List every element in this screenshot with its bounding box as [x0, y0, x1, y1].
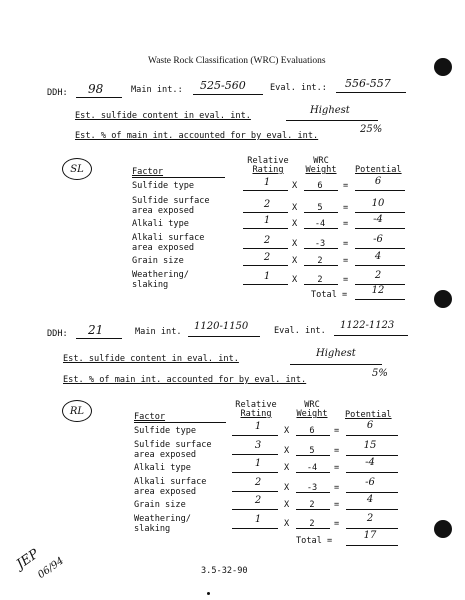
weight-underline — [304, 265, 338, 266]
times-sign: X — [284, 483, 290, 493]
rating-value: 1 — [263, 215, 271, 226]
factor-label-line-1: Sulfide surface — [132, 196, 210, 206]
potential-underline — [355, 228, 405, 229]
times-sign: X — [284, 463, 290, 473]
weight-value: -4 — [306, 463, 318, 473]
ddh-value: 98 — [88, 82, 104, 96]
factor-label-line-1: Weathering/ — [134, 514, 191, 524]
potential-value: 4 — [374, 251, 382, 262]
potential-underline — [346, 472, 398, 473]
weight-underline — [296, 472, 330, 473]
ddh-value: 21 — [88, 323, 104, 337]
wrc-header-line-1: WRC — [313, 156, 329, 166]
potential-underline — [346, 528, 398, 529]
page-number: 3.5-32-90 — [201, 566, 248, 576]
times-sign: X — [292, 181, 298, 191]
potential-value: 10 — [371, 198, 385, 209]
weight-underline — [296, 509, 330, 510]
rating-underline — [232, 435, 278, 436]
rating-underline — [232, 472, 278, 473]
factor-label: Grain size — [132, 256, 184, 266]
punch-hole-middle — [434, 290, 452, 308]
ddh-underline — [76, 338, 122, 339]
ddh-underline — [76, 97, 122, 98]
class-code-circle: RL — [62, 400, 92, 422]
weight-value: 5 — [309, 446, 315, 456]
factor-label-line-1: Weathering/ — [132, 270, 189, 280]
weight-value: -3 — [314, 239, 326, 249]
equals-sign: = — [343, 203, 349, 213]
factor-label: Grain size — [134, 500, 186, 510]
relative-header-line-1: Relative — [235, 400, 277, 410]
rating-underline — [243, 248, 288, 249]
main-int-pct-label: Est. % of main int. accounted for by eval. int. — [75, 131, 319, 141]
equals-sign: = — [343, 219, 349, 229]
factor-label-line-2: area exposed — [134, 450, 197, 460]
factor-header-underline — [134, 422, 226, 423]
eval-int-label: Eval. int. — [274, 326, 326, 336]
times-sign: X — [284, 446, 290, 456]
factor-label-line-1: Sulfide surface — [134, 440, 212, 450]
factor-header: Factor — [134, 412, 166, 422]
rating-value: 1 — [254, 458, 262, 469]
potential-value: 6 — [374, 176, 382, 187]
eval-int-underline — [334, 335, 408, 336]
potential-value: 2 — [366, 513, 374, 524]
main-int-pct-value: 5% — [372, 368, 388, 379]
ddh-label: DDH: — [47, 329, 68, 339]
rating-underline — [243, 265, 288, 266]
weight-header-line-2: Weight — [296, 409, 328, 419]
potential-underline — [346, 509, 398, 510]
rating-header-line-2: Rating — [240, 409, 272, 419]
potential-value: -6 — [373, 234, 383, 245]
weight-underline — [304, 228, 338, 229]
potential-value: -6 — [365, 477, 375, 488]
main-int-pct-value: 25% — [360, 124, 383, 135]
rating-header-line-2: Rating — [252, 165, 284, 175]
rating-value: 2 — [254, 495, 262, 506]
weight-header-line-2: Weight — [305, 165, 337, 175]
punch-hole-bottom — [434, 520, 452, 538]
potential-header: Potential — [345, 410, 392, 420]
factor-label-line-1: Alkali surface — [134, 477, 207, 487]
factor-label — [134, 477, 206, 497]
times-sign: X — [292, 239, 298, 249]
weight-value: 6 — [317, 181, 323, 191]
equals-sign: = — [334, 426, 340, 436]
equals-sign: = — [334, 446, 340, 456]
weight-underline — [296, 455, 330, 456]
total-underline — [346, 545, 398, 546]
total-label: Total = — [296, 536, 333, 546]
potential-value: 15 — [363, 440, 377, 451]
document-title: Waste Rock Classification (WRC) Evaluations — [148, 56, 326, 66]
relative-header-line-1: Relative — [247, 156, 289, 166]
weight-value: 5 — [317, 203, 323, 213]
main-int-label: Main int. — [135, 327, 182, 337]
factor-label-line-2: slaking — [132, 280, 169, 290]
times-sign: X — [292, 203, 298, 213]
rating-value: 1 — [263, 271, 271, 282]
times-sign: X — [284, 519, 290, 529]
class-code-circle: SL — [62, 158, 92, 180]
potential-underline — [346, 435, 398, 436]
weight-underline — [304, 284, 338, 285]
potential-underline — [346, 455, 398, 456]
signature-initials: JEP — [14, 546, 42, 573]
eval-int-label: Eval. int.: — [270, 83, 327, 93]
main-int-pct-label: Est. % of main int. accounted for by eval. int. — [63, 375, 307, 385]
weight-underline — [296, 435, 330, 436]
rating-underline — [243, 212, 288, 213]
factor-header-underline — [132, 177, 225, 178]
potential-underline — [355, 190, 405, 191]
times-sign: X — [284, 426, 290, 436]
rating-underline — [232, 528, 278, 529]
rating-value: 2 — [263, 199, 271, 210]
signature-date: 06/94 — [36, 555, 66, 582]
factor-label: Alkali type — [132, 219, 189, 229]
factor-label — [134, 440, 212, 460]
weight-value: 2 — [309, 519, 315, 529]
rating-value: 2 — [254, 477, 262, 488]
total-underline — [355, 299, 405, 300]
rating-underline — [243, 284, 288, 285]
potential-value: 2 — [374, 270, 382, 281]
weight-value: 2 — [317, 275, 323, 285]
sulfide-content-value: Highest — [316, 348, 356, 359]
weight-underline — [304, 248, 338, 249]
wrc-weight-header — [297, 157, 345, 175]
rating-underline — [232, 491, 278, 492]
rating-value: 3 — [254, 440, 262, 451]
relative-rating-header — [238, 157, 298, 175]
sulfide-content-label: Est. sulfide content in eval. int. — [63, 354, 239, 364]
factor-label: Alkali type — [134, 463, 191, 473]
potential-header: Potential — [355, 165, 402, 175]
potential-value: -4 — [373, 214, 383, 225]
main-int-underline — [193, 94, 263, 95]
eval-int-underline — [336, 92, 406, 93]
potential-underline — [355, 248, 405, 249]
weight-value: -4 — [314, 219, 326, 229]
equals-sign: = — [334, 463, 340, 473]
rating-underline — [243, 190, 288, 191]
relative-rating-header — [226, 401, 286, 419]
equals-sign: = — [343, 275, 349, 285]
rating-value: 2 — [263, 252, 271, 263]
potential-value: 6 — [366, 420, 374, 431]
rating-value: 1 — [263, 177, 271, 188]
factor-label — [132, 196, 210, 216]
rating-value: 2 — [263, 235, 271, 246]
eval-int-value: 556-557 — [345, 77, 391, 90]
equals-sign: = — [334, 483, 340, 493]
sulfide-content-underline — [286, 120, 378, 121]
eval-int-value: 1122-1123 — [340, 320, 395, 331]
rating-underline — [232, 454, 278, 455]
wrc-weight-header — [288, 401, 336, 419]
equals-sign: = — [334, 500, 340, 510]
factor-label-line-1: Alkali surface — [132, 233, 205, 243]
factor-label: Sulfide type — [132, 181, 195, 191]
weight-value: 2 — [309, 500, 315, 510]
potential-value: 4 — [366, 494, 374, 505]
main-int-label: Main int.: — [131, 85, 183, 95]
equals-sign: = — [334, 519, 340, 529]
factor-label — [132, 270, 189, 290]
equals-sign: = — [343, 181, 349, 191]
wrc-header-line-1: WRC — [304, 400, 320, 410]
total-label: Total = — [311, 290, 348, 300]
total-value: 12 — [371, 285, 385, 296]
times-sign: X — [292, 219, 298, 229]
main-int-value: 1120-1150 — [194, 321, 249, 332]
sulfide-content-label: Est. sulfide content in eval. int. — [75, 111, 251, 121]
footer-mark — [207, 592, 210, 595]
total-value: 17 — [363, 530, 377, 541]
weight-value: -3 — [306, 483, 318, 493]
weight-value: 6 — [309, 426, 315, 436]
rating-value: 1 — [254, 421, 262, 432]
potential-underline — [355, 212, 405, 213]
equals-sign: = — [343, 239, 349, 249]
main-int-value: 525-560 — [200, 79, 246, 92]
factor-label-line-2: area exposed — [132, 243, 195, 253]
punch-hole-top — [434, 58, 452, 76]
ddh-label: DDH: — [47, 88, 68, 98]
rating-underline — [232, 509, 278, 510]
factor-label — [132, 233, 204, 253]
sulfide-content-underline — [290, 364, 382, 365]
main-int-underline — [188, 336, 260, 337]
factor-label — [134, 514, 191, 534]
rating-value: 1 — [254, 514, 262, 525]
rating-underline — [243, 228, 288, 229]
weight-underline — [304, 212, 338, 213]
factor-label: Sulfide type — [134, 426, 197, 436]
potential-value: -4 — [365, 457, 375, 468]
factor-label-line-2: area exposed — [132, 206, 195, 216]
potential-underline — [346, 492, 398, 493]
factor-label-line-2: area exposed — [134, 487, 197, 497]
factor-label-line-2: slaking — [134, 524, 171, 534]
times-sign: X — [292, 256, 298, 266]
weight-underline — [296, 492, 330, 493]
weight-underline — [304, 190, 338, 191]
factor-header: Factor — [132, 167, 164, 177]
weight-underline — [296, 528, 330, 529]
equals-sign: = — [343, 256, 349, 266]
sulfide-content-value: Highest — [310, 105, 350, 116]
weight-value: 2 — [317, 256, 323, 266]
times-sign: X — [292, 275, 298, 285]
potential-underline — [355, 265, 405, 266]
times-sign: X — [284, 500, 290, 510]
